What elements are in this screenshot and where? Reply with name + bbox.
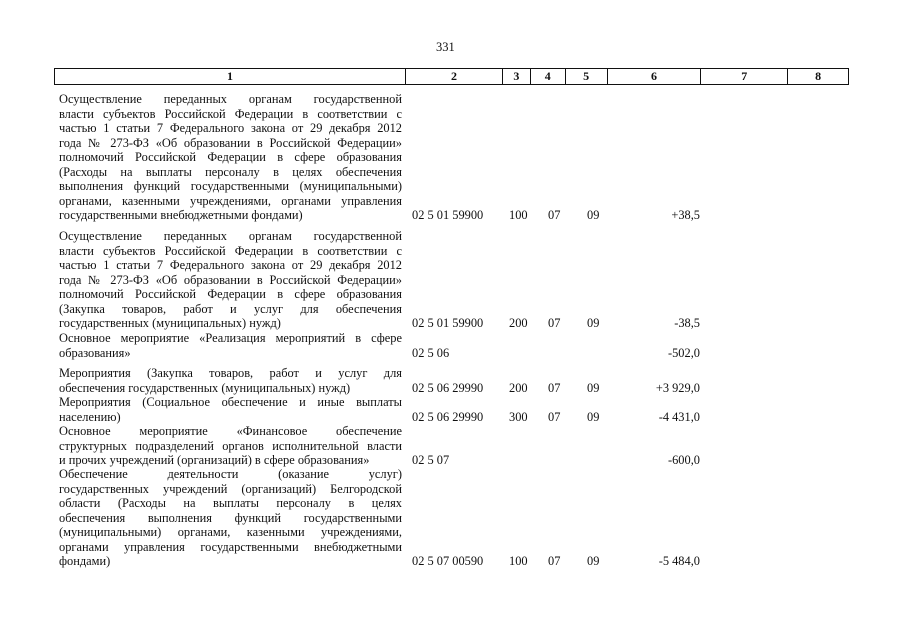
row-subsection: 09: [587, 208, 600, 222]
row-amount: -502,0: [667, 345, 700, 360]
row-description: [59, 424, 402, 468]
column-header-6: 6: [608, 69, 702, 84]
description-line: образования»: [59, 345, 131, 360]
description-line: Осуществление переданных органам государственной: [59, 229, 402, 243]
row-budget-code: 02 5 06 29990: [412, 409, 484, 424]
row-subsection: 09: [587, 554, 600, 568]
row-description: [59, 92, 402, 223]
description-line: Основное мероприятие «Реализация мероприятий в сфере: [59, 331, 402, 345]
column-header-7: 7: [701, 69, 788, 84]
description-line: года № 273-ФЗ «Об образовании в Российской Федерации»: [59, 272, 402, 287]
table-header: [54, 68, 849, 85]
row-description: [59, 467, 402, 569]
description-line: власти субъектов Российской Федерации в соответствии с: [59, 243, 402, 258]
row-expense-type: 100: [509, 208, 528, 222]
description-line: Мероприятия (Закупка товаров, работ и услуг для: [59, 366, 402, 380]
row-expense-type: 200: [509, 380, 528, 395]
column-header-5: 5: [566, 69, 608, 84]
description-line: Обеспечение деятельности (оказание услуг): [59, 467, 402, 481]
column-header-3: 3: [503, 69, 531, 84]
description-line: частью 1 статьи 7 Федерального закона от 29 декабря 2012: [59, 121, 402, 135]
column-header-1: 1: [55, 69, 406, 84]
description-line: государственными внебюджетными фондами): [59, 208, 303, 222]
description-line: Основное мероприятие «Финансовое обеспечение: [59, 424, 402, 438]
row-section: 07: [548, 316, 561, 330]
row-section: 07: [548, 409, 561, 424]
description-line: (муниципальными) органами, казенными учреждениями,: [59, 525, 402, 539]
column-header-4: 4: [531, 69, 566, 84]
row-amount: +38,5: [671, 208, 700, 222]
row-amount: -600,0: [667, 453, 700, 467]
row-description: [59, 331, 402, 360]
row-expense-type: 200: [509, 316, 528, 330]
description-line: органами, казенными учреждениями, органами управления: [59, 193, 402, 208]
description-line: государственных учреждений (организаций) Белгородской: [59, 481, 402, 496]
description-line: органами управления государственными внебюджетными: [59, 539, 402, 554]
row-subsection: 09: [587, 316, 600, 330]
row-description: [59, 366, 402, 395]
row-subsection: 09: [587, 380, 600, 395]
row-budget-code: 02 5 07 00590: [412, 554, 484, 568]
description-line: года № 273-ФЗ «Об образовании в Российской Федерации»: [59, 135, 402, 150]
row-section: 07: [548, 380, 561, 395]
description-line: обеспечения государственных (муниципальных) нужд): [59, 380, 351, 395]
description-line: полномочий Российской Федерации в сфере образования: [59, 287, 402, 301]
column-header-8: 8: [815, 69, 822, 83]
description-line: области (Расходы на выплаты персоналу в целях: [59, 496, 402, 510]
page-number: 331: [436, 40, 455, 54]
row-amount: -4 431,0: [658, 409, 700, 424]
description-line: населению): [59, 409, 121, 424]
row-section: 07: [548, 208, 561, 222]
row-description: [59, 229, 402, 331]
description-line: полномочий Российской Федерации в сфере образования: [59, 150, 402, 164]
description-line: структурных подразделений органов исполнительной власти: [59, 438, 402, 453]
description-line: и прочих учреждений (организаций) в сфере образования»: [59, 453, 370, 467]
row-subsection: 09: [587, 409, 600, 424]
row-expense-type: 100: [509, 554, 528, 568]
description-line: власти субъектов Российской Федерации в соответствии с: [59, 106, 402, 121]
row-budget-code: 02 5 01 59900: [412, 316, 484, 330]
row-budget-code: 02 5 06 29990: [412, 380, 484, 395]
description-line: (Расходы на выплаты персоналу в целях обеспечения: [59, 164, 402, 179]
row-amount: -5 484,0: [658, 554, 700, 568]
row-amount: -38,5: [674, 316, 700, 330]
description-line: обеспечения выполнения функций государственными: [59, 510, 402, 525]
row-budget-code: 02 5 01 59900: [412, 208, 484, 222]
description-line: выполнения функций государственными (муниципальными): [59, 179, 402, 193]
description-line: Осуществление переданных органам государственной: [59, 92, 402, 106]
column-header-2: 2: [406, 69, 503, 84]
row-section: 07: [548, 554, 561, 568]
row-budget-code: 02 5 07: [412, 453, 450, 467]
row-description: [59, 395, 402, 424]
row-amount: +3 929,0: [655, 380, 700, 395]
description-line: (Закупка товаров, работ и услуг для обеспечения: [59, 301, 402, 316]
description-line: частью 1 статьи 7 Федерального закона от 29 декабря 2012: [59, 258, 402, 272]
row-budget-code: 02 5 06: [412, 345, 450, 360]
description-line: государственных (муниципальных) нужд): [59, 316, 281, 330]
description-line: Мероприятия (Социальное обеспечение и иные выплаты: [59, 395, 402, 409]
description-line: фондами): [59, 554, 111, 568]
row-expense-type: 300: [509, 409, 528, 424]
